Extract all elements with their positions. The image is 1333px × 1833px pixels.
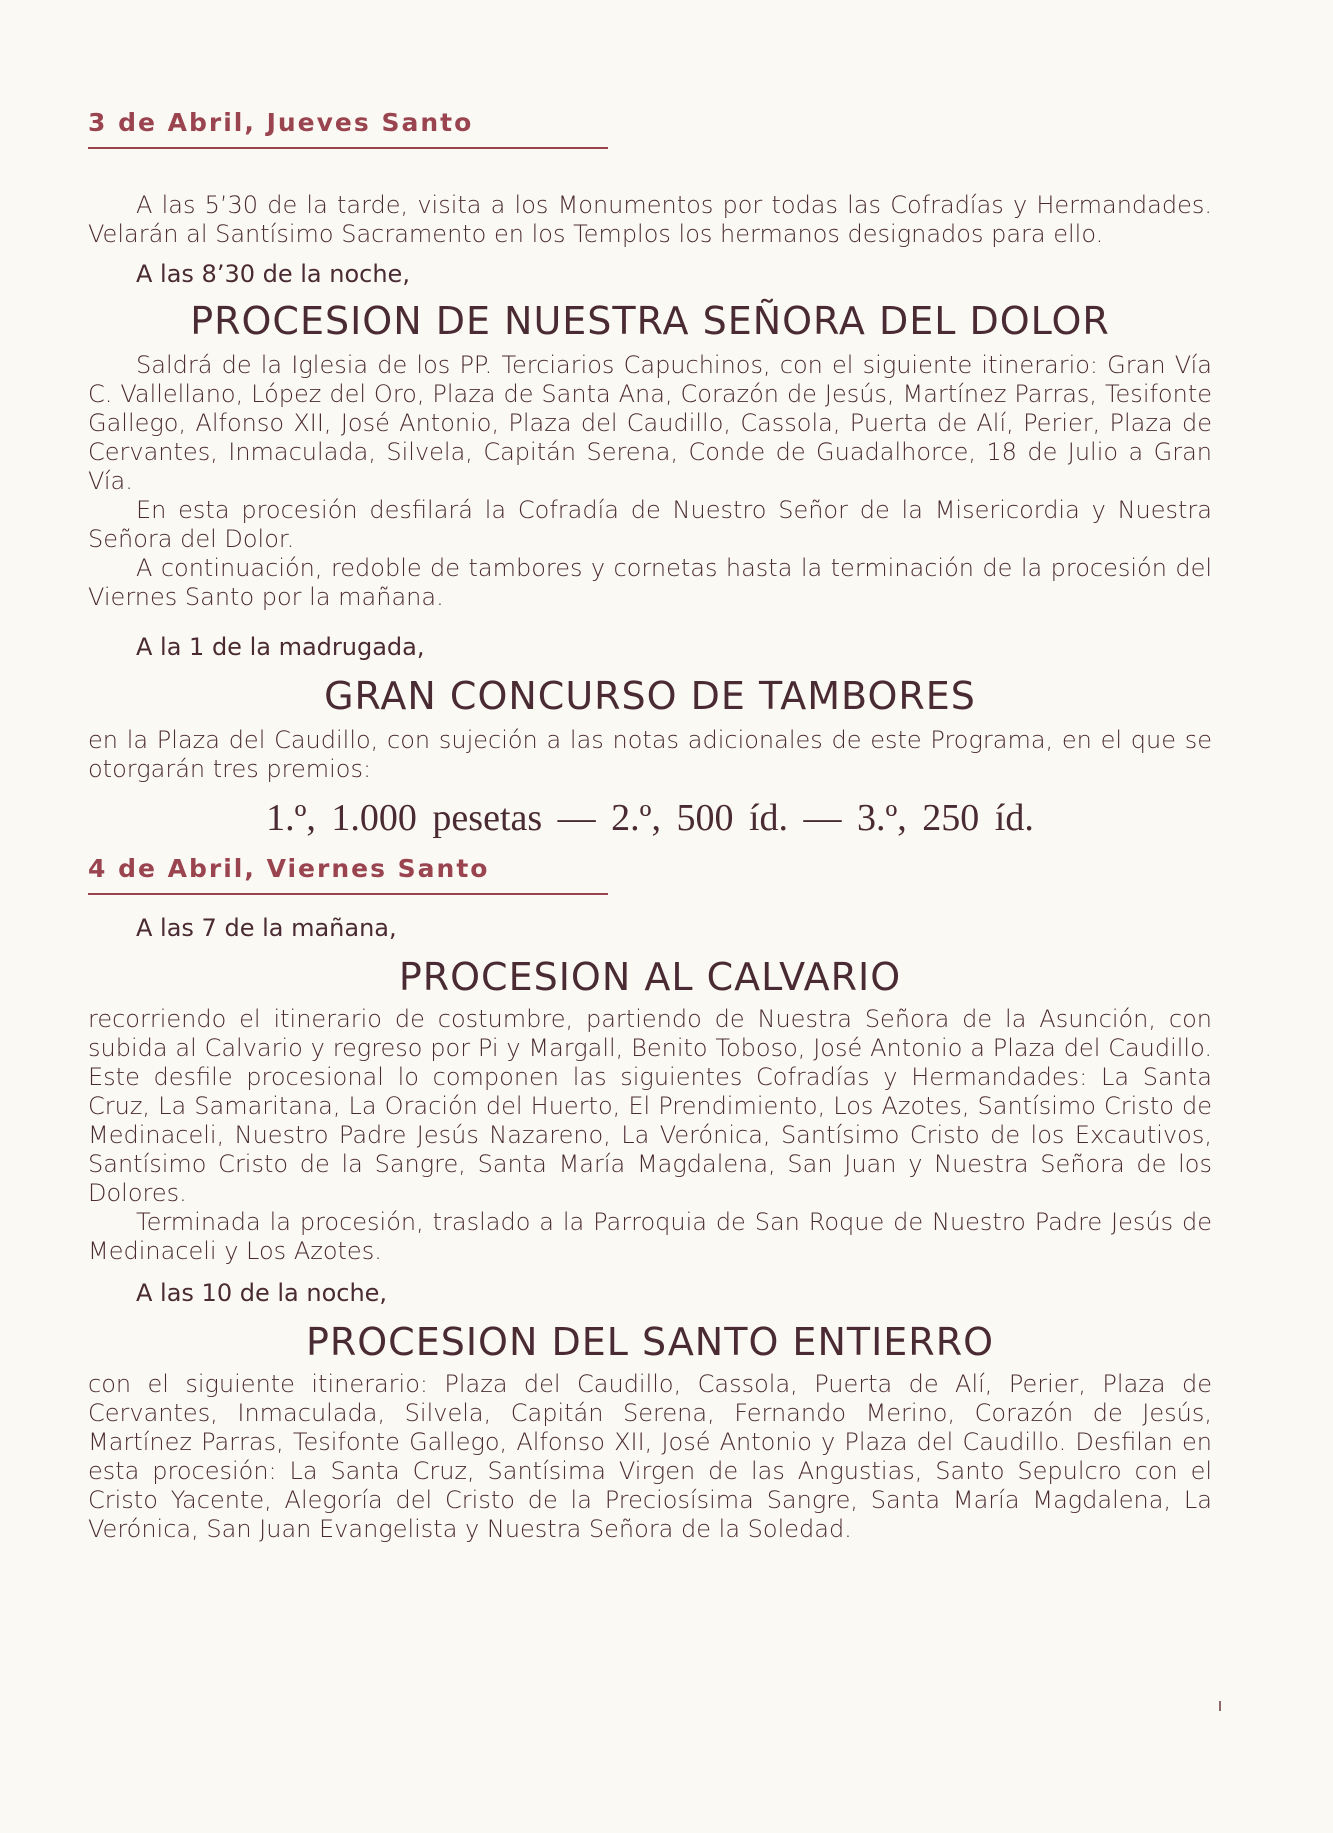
paragraph: A las 5’30 de la tarde, visita a los Monumentos por todas las Cofradías y Hermandades. Velarán al Santísimo Sacramento en los Templos los hermanos designados para ello.	[88, 191, 1212, 248]
paragraph: Saldrá de la Iglesia de los PP. Terciarios Capuchinos, con el siguiente itinerario: Gran Vía C. Vallellano, López del Oro, Plaza de Santa Ana, Corazón de Jesús, Martínez Parras, Tesifonte Gallego, Alfonso XII, José Antonio, Plaza del Caudillo, Cassola, Puerta de Alí, Perier, Plaza de Cervantes, Inmaculada, Silvela, Capitán Serena, Conde de Guadalhorce, 18 de Julio a Gran Vía.	[88, 351, 1212, 495]
time-line: A las 10 de la noche,	[136, 1279, 388, 1307]
day-heading: 4 de Abril, Viernes Santo	[88, 854, 608, 895]
paragraph: En esta procesión desfilará la Cofradía de Nuestro Señor de la Misericordia y Nuestra Señora del Dolor.	[88, 496, 1212, 553]
procession-title: PROCESION AL CALVARIO	[398, 955, 902, 999]
procession-title: PROCESION DEL SANTO ENTIERRO	[305, 1320, 995, 1364]
paragraph: A continuación, redoble de tambores y cornetas hasta la terminación de la procesión del Viernes Santo por la mañana.	[88, 554, 1212, 611]
paragraph: Terminada la procesión, traslado a la Parroquia de San Roque de Nuestro Padre Jesús de Medinaceli y Los Azotes.	[88, 1208, 1212, 1265]
paragraph: con el siguiente itinerario: Plaza del Caudillo, Cassola, Puerta de Alí, Perier, Plaza de Cervantes, Inmaculada, Silvela, Capitán Serena, Fernando Merino, Corazón de Jesús, Martínez Parras, Tesifonte Gallego, Alfonso XII, José Antonio y Plaza del Caudillo. Desfilan en esta procesión: La Santa Cruz, Santísima Virgen de las Angustias, Santo Sepulcro con el Cristo Yacente, Alegoría del Cristo de la Preciosísima Sangre, Santa María Magdalena, La Verónica, San Juan Evangelista y Nuestra Señora de la Soledad.	[88, 1370, 1212, 1543]
program-page	[88, 108, 1212, 1544]
prizes-line: 1.º, 1.000 pesetas — 2.º, 500 íd. — 3.º, 250 íd.	[266, 797, 1034, 839]
time-line: A la 1 de la madrugada,	[136, 633, 425, 661]
time-line: A las 7 de la mañana,	[136, 914, 397, 942]
section-viernes-santo	[88, 854, 1212, 1544]
day-heading: 3 de Abril, Jueves Santo	[88, 108, 608, 149]
procession-title: GRAN CONCURSO DE TAMBORES	[324, 674, 976, 718]
paragraph: en la Plaza del Caudillo, con sujeción a las notas adicionales de este Programa, en el que se otorgarán tres premios:	[88, 726, 1212, 783]
page-mark	[1219, 1701, 1221, 1711]
section-jueves-santo	[88, 108, 1212, 840]
time-line: A las 8’30 de la noche,	[136, 260, 410, 288]
paragraph: recorriendo el itinerario de costumbre, partiendo de Nuestra Señora de la Asunción, con subida al Calvario y regreso por Pi y Margall, Benito Toboso, José Antonio a Plaza del Caudillo. Este desfile procesional lo componen las siguientes Cofradías y Hermandades: La Santa Cruz, La Samaritana, La Oración del Huerto, El Prendimiento, Los Azotes, Santísimo Cristo de Medinaceli, Nuestro Padre Jesús Nazareno, La Verónica, Santísimo Cristo de los Excautivos, Santísimo Cristo de la Sangre, Santa María Magdalena, San Juan y Nuestra Señora de los Dolores.	[88, 1005, 1212, 1207]
procession-title: PROCESION DE NUESTRA SEÑORA DEL DOLOR	[190, 299, 1110, 343]
